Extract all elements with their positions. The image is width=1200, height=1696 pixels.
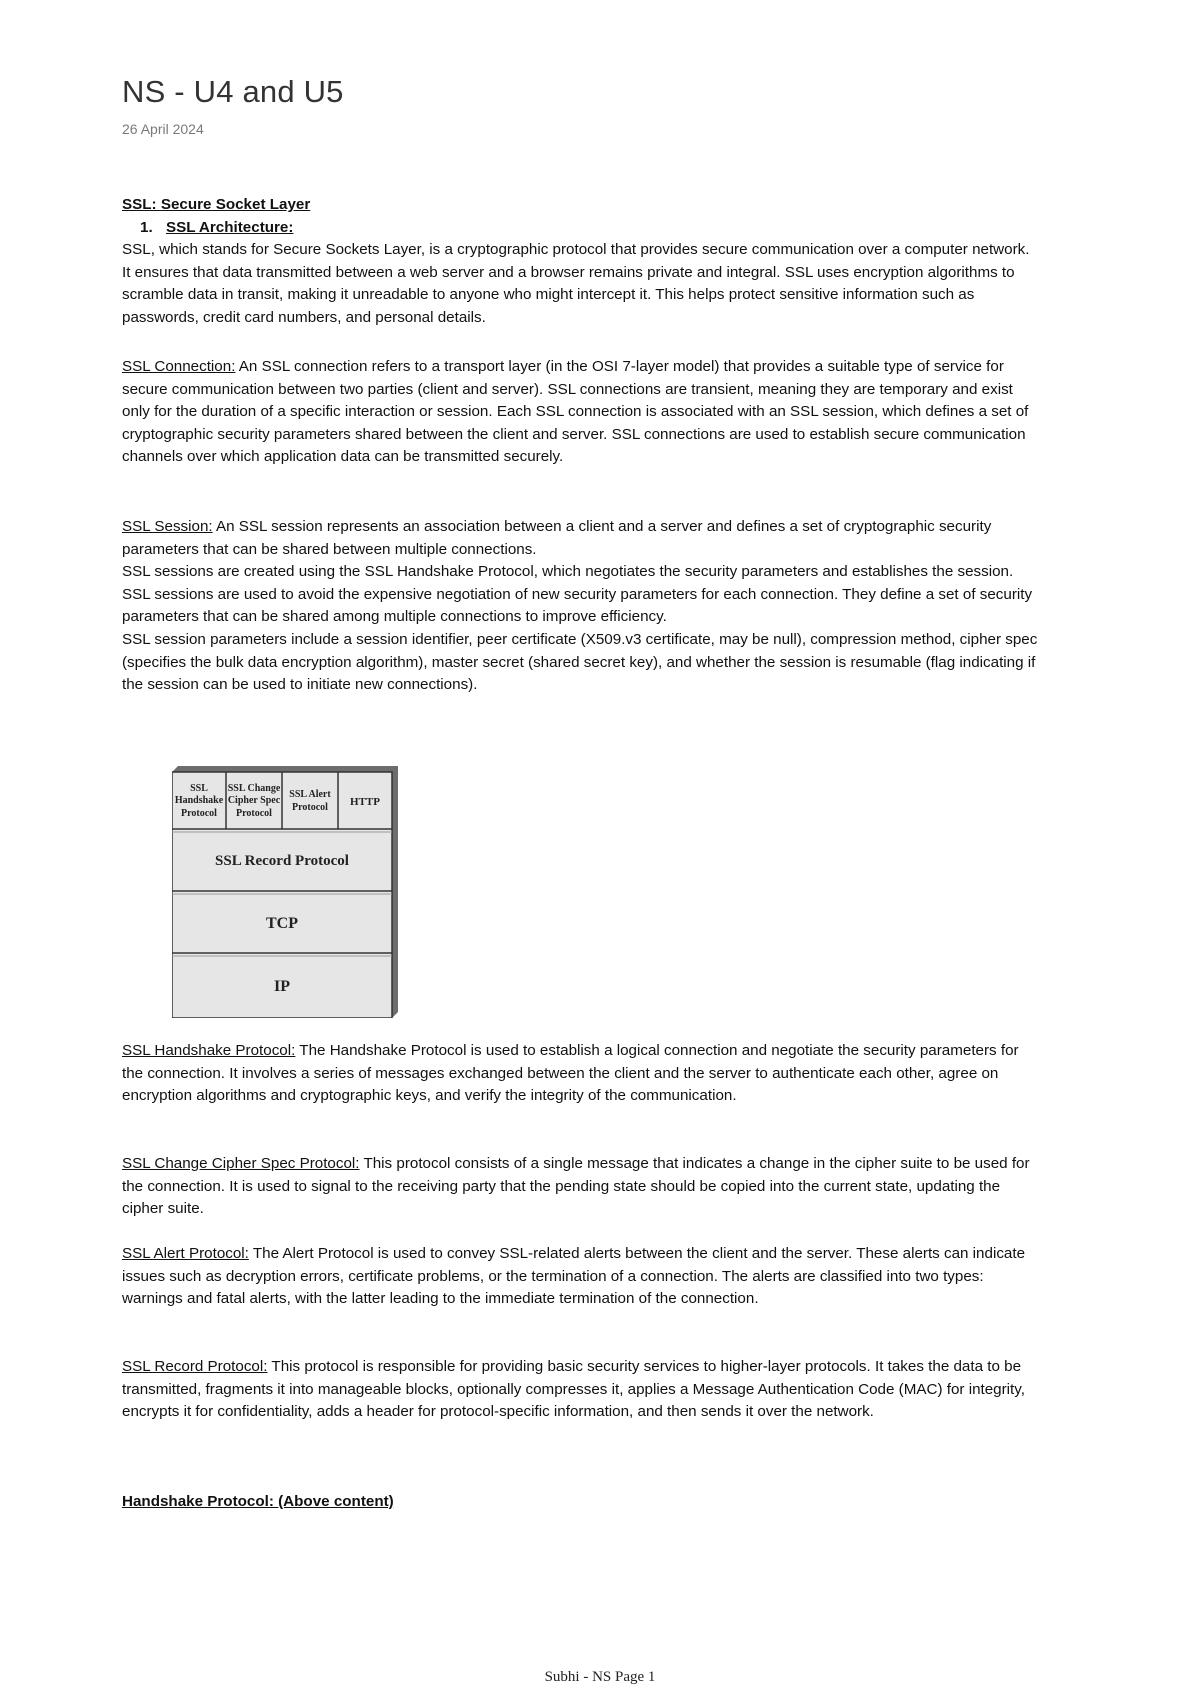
alert-label: SSL Alert Protocol: <box>122 1245 249 1262</box>
handshake-heading-block <box>122 1491 1042 1514</box>
connection-paragraph <box>122 356 1042 469</box>
section-heading: SSL: Secure Socket Layer <box>122 196 311 213</box>
session-line-2: SSL sessions are created using the SSL Handshake Protocol, which negotiates the security parameters and establishes the session. <box>122 563 1014 581</box>
page-footer: Subhi - NS Page 1 <box>544 1669 656 1685</box>
handshake-cell: SSL Handshake Protocol <box>174 782 224 819</box>
record-paragraph <box>122 1356 1042 1424</box>
change-cipher-spec-cell: SSL Change Cipher Spec Protocol <box>227 782 281 819</box>
ccs-label: SSL Change Cipher Spec Protocol: <box>122 1155 360 1172</box>
ssl-section <box>122 194 1042 330</box>
list-number: 1. <box>140 218 153 236</box>
session-paragraph <box>122 516 1042 697</box>
record-label: SSL Record Protocol: <box>122 1358 268 1375</box>
connection-label: SSL Connection: <box>122 358 236 375</box>
alert-paragraph <box>122 1243 1042 1311</box>
page-title: NS - U4 and U5 <box>122 74 344 109</box>
session-line-3: SSL sessions are used to avoid the expensive negotiation of new security parameters for each connection. They define a set of security parameters that can be shared among multiple connections to improve efficiency. <box>122 585 1033 626</box>
session-text: An SSL session represents an association between a client and a server and defines a set of cryptographic security parameters that can be shared between multiple connections. <box>122 518 992 558</box>
record-protocol-cell: SSL Record Protocol <box>215 853 349 869</box>
ip-cell: IP <box>274 978 290 995</box>
tcp-cell: TCP <box>266 914 298 932</box>
list-item-label: SSL Architecture: <box>166 218 294 236</box>
ccs-text: This protocol consists of a single message that indicates a change in the cipher suite to be used for the connection. It is used to signal to the receiving party that the pending state should be copied into the current state, updating the cipher suite. <box>122 1155 1030 1218</box>
change-cipher-spec-paragraph <box>122 1153 1042 1221</box>
list-item <box>122 217 1042 240</box>
ssl-protocol-stack-diagram <box>172 766 400 1018</box>
intro-paragraph: SSL, which stands for Secure Sockets Layer, is a cryptographic protocol that provides secure communication over a computer network. It ensures that data transmitted between a web server and a browser remains private and integral. SSL uses encryption algorithms to scramble data in transit, making it unreadable to anyone who might intercept it. This helps protect sensitive information such as passwords, credit card numbers, and personal details. <box>122 241 1030 326</box>
handshake-heading: Handshake Protocol: (Above content) <box>122 1493 394 1510</box>
handshake-paragraph <box>122 1040 1042 1108</box>
handshake-text: The Handshake Protocol is used to establish a logical connection and negotiate the security parameters for the connection. It involves a series of messages exchanged between the client and the server to authenticate each other, agree on encryption algorithms and cryptographic keys, and verify the integrity of the communication. <box>122 1042 1019 1105</box>
alert-cell: SSL Alert Protocol <box>289 789 331 813</box>
alert-text: The Alert Protocol is used to convey SSL-related alerts between the client and the server. These alerts can indicate issues such as decryption errors, certificate problems, or the termination of a connection. The alerts are classified into two types: warnings and fatal alerts, with the latter leading to the immediate termination of the connection. <box>122 1245 1026 1308</box>
record-text: This protocol is responsible for providing basic security services to higher-layer protocols. It takes the data to be transmitted, fragments it into manageable blocks, optionally compresses it, applies a Message Authentication Code (MAC) for integrity, encrypts it for confidentiality, adds a header for protocol-specific information, and then sends it over the network. <box>122 1358 1025 1421</box>
session-line-4: SSL session parameters include a session identifier, peer certificate (X509.v3 certificate, may be null), compression method, cipher spec (specifies the bulk data encryption algorithm), master secret (shared secret key), and whether the session is resumable (flag indicating if the session can be used to initiate new connections). <box>122 630 1038 694</box>
handshake-label: SSL Handshake Protocol: <box>122 1042 296 1059</box>
page-date: 26 April 2024 <box>122 121 204 137</box>
session-label: SSL Session: <box>122 518 213 535</box>
http-cell: HTTP <box>350 795 380 808</box>
connection-text: An SSL connection refers to a transport layer (in the OSI 7-layer model) that provides a suitable type of service for secure communication between two parties (client and server). SSL connections are transient, meaning they are temporary and exist only for the duration of a specific interaction or session. Each SSL connection is associated with an SSL session, which defines a set of cryptographic security parameters shared between the client and server. SSL connections are used to establish secure communication channels over which application data can be transmitted securely. <box>122 358 1029 466</box>
